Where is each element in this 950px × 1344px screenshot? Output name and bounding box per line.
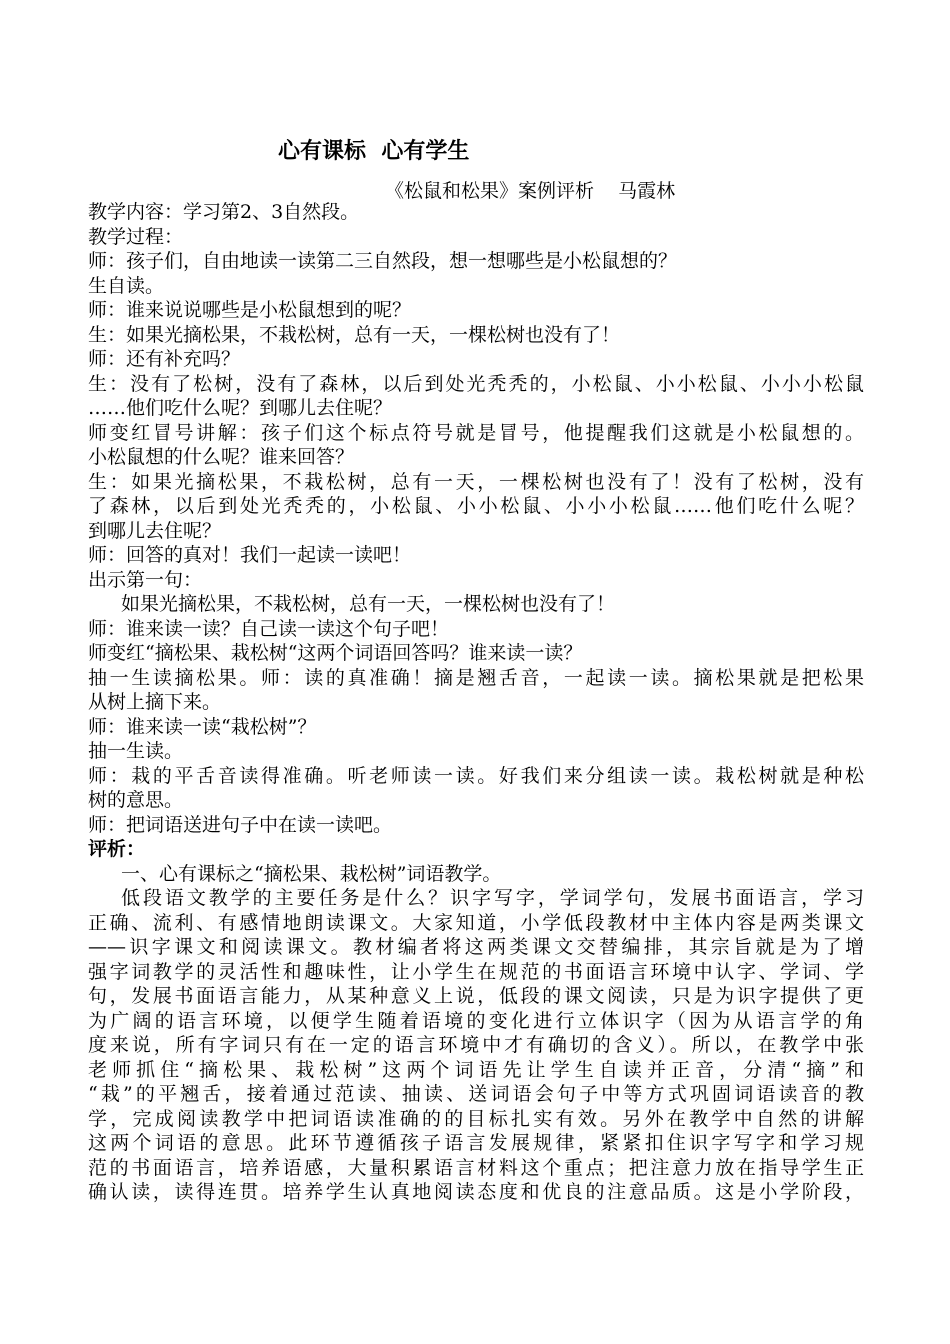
text-line: 师变红冒号讲解：孩子们这个标点符号就是冒号，他提醒我们这就是小松鼠想的。: [88, 421, 864, 444]
document-subtitle: 《松鼠和松果》案例评析 马霞林: [385, 180, 676, 202]
text-line: 老师抓住“摘松果、栽松树”这两个词语先让学生自读并正音，分清“摘”和: [88, 1058, 864, 1081]
text-line: 出示第一句：: [88, 568, 203, 591]
text-line: 生：没有了松树，没有了森林，以后到处光秃秃的，小松鼠、小小松鼠、小小小松鼠: [88, 372, 864, 395]
text-line: 师：谁来说说哪些是小松鼠想到的呢？: [88, 299, 412, 321]
text-line: 生：如果光摘松果，不栽松树，总有一天，一棵松树也没有了！: [88, 323, 621, 346]
text-line: 师：谁来读一读“栽松树”？: [88, 715, 317, 738]
text-line: 抽一生读。: [88, 740, 184, 762]
text-line: 强字词教学的灵活性和趣味性，让小学生在规范的书面语言环境中认字、学词、学: [88, 960, 864, 983]
text-line: 小松鼠想的什么呢？谁来回答？: [88, 446, 355, 468]
text-line: 句，发展书面语言能力，从某种意义上说，低段的课文阅读，只是为识字提供了更: [88, 985, 864, 1007]
text-line: 师：谁来读一读？自己读一读这个句子吧！: [88, 617, 450, 640]
text-line: 教学内容：学习第2、3自然段。: [88, 201, 360, 223]
text-line: 从树上摘下来。: [88, 691, 222, 713]
text-line: 这两个词语的意思。此环节遵循孩子语言发展规律，紧紧扣住识字写字和学习规: [88, 1132, 864, 1154]
document-body: [88, 200, 864, 1205]
quoted-sentence: 如果光摘松果，不栽松树，总有一天，一棵松树也没有了！: [121, 593, 616, 615]
text-line: 确认读，读得连贯。培养学生认真地阅读态度和优良的注意品质。这是小学阶段，: [88, 1181, 864, 1203]
text-line: 度来说，所有字词只有在一定的语言环境中才有确切的含义）。所以，在教学中张: [88, 1034, 864, 1056]
text-line: ……他们吃什么呢？到哪儿去住呢？: [88, 397, 393, 419]
text-line: 为广阔的语言环境，以便学生随着语境的变化进行立体识字（因为从语言学的角: [88, 1009, 864, 1032]
text-line: 生自读。: [88, 274, 165, 297]
text-line: “栽”的平翘舌，接着通过范读、抽读、送词语会句子中等方式巩固词语读音的教: [88, 1083, 864, 1105]
text-line: 师：还有补充吗？: [88, 348, 241, 370]
text-line: 教学过程：: [88, 225, 184, 248]
text-line: 低段语文教学的主要任务是什么？识字写字，学词学句，发展书面语言，学习: [121, 887, 864, 909]
text-line: 师：孩子们，自由地读一读第二三自然段，想一想哪些是小松鼠想的？: [88, 250, 678, 272]
text-line: 了森林，以后到处光秃秃的，小松鼠、小小松鼠、小小小松鼠……他们吃什么呢？: [88, 495, 864, 517]
text-line: 学，完成阅读教学中把词语读准确的的目标扎实有效。另外在教学中自然的讲解: [88, 1107, 864, 1130]
text-line: 抽一生读摘松果。师：读的真准确！摘是翘舌音，一起读一读。摘松果就是把松果: [88, 666, 864, 689]
text-line: 师：回答的真对！我们一起读一读吧！: [88, 544, 412, 566]
text-line: 师：把词语送进句子中在读一读吧。: [88, 813, 393, 836]
text-line: 范的书面语言，培养语感，大量积累语言材料这个重点；把注意力放在指导学生正: [88, 1156, 864, 1179]
document-title: 心有课标 心有学生: [278, 139, 470, 164]
text-line: 树的意思。: [88, 789, 184, 811]
text-line: 一、心有课标之“摘松果、栽松树”词语教学。: [121, 862, 502, 885]
text-line: 师变红“摘松果、栽松树“这两个词语回答吗？谁来读一读？: [88, 642, 583, 664]
section-heading: 评析：: [88, 838, 146, 860]
text-line: 到哪儿去住呢？: [88, 519, 222, 542]
text-line: 生：如果光摘松果，不栽松树，总有一天，一棵松树也没有了！没有了松树，没有: [88, 470, 864, 493]
text-line: ——识字课文和阅读课文。教材编者将这两类课文交替编排，其宗旨就是为了增: [88, 936, 864, 958]
text-line: 正确、流利、有感情地朗读课文。大家知道，小学低段教材中主体内容是两类课文: [88, 911, 864, 934]
text-line: 师：栽的平舌音读得准确。听老师读一读。好我们来分组读一读。栽松树就是种松: [88, 764, 864, 787]
